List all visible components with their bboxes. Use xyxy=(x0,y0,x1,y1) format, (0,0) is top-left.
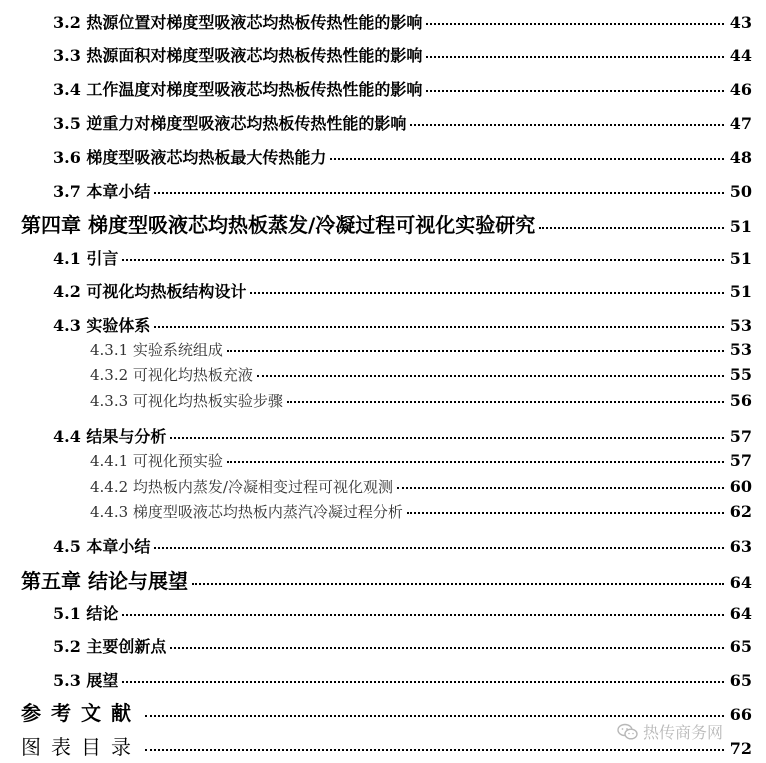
dot-leader xyxy=(330,158,723,160)
toc-entry-4-3[interactable] xyxy=(0,313,766,336)
dot-leader xyxy=(170,437,723,439)
dot-leader xyxy=(154,547,723,549)
watermark xyxy=(617,720,723,743)
toc-entry-page: 65 xyxy=(729,671,752,690)
toc-chapter-page: 64 xyxy=(729,573,752,592)
toc-entry-3-5[interactable] xyxy=(0,111,766,134)
toc-entry-page: 56 xyxy=(729,391,752,410)
toc-entry-4-5[interactable] xyxy=(0,534,766,557)
dot-leader xyxy=(145,715,724,717)
toc-entry-title: 5.1 结论 xyxy=(53,604,119,623)
toc-entry-title: 4.3.2 可视化均热板充液 xyxy=(90,366,253,384)
dot-leader xyxy=(426,56,723,58)
toc-entry-title: 4.2 可视化均热板结构设计 xyxy=(53,282,247,301)
toc-entry-4-4-3[interactable] xyxy=(0,501,766,522)
toc-entry-4-3-3[interactable] xyxy=(0,390,766,411)
dot-leader xyxy=(122,681,723,683)
toc-entry-title: 5.3 展望 xyxy=(53,671,119,690)
wechat-icon xyxy=(617,723,639,741)
toc-entry-title: 4.4 结果与分析 xyxy=(53,427,167,446)
toc-entry-page: 60 xyxy=(729,477,752,496)
toc-entry-5-2[interactable] xyxy=(0,634,766,657)
toc-entry-title: 4.4.2 均热板内蒸发/冷凝相变过程可视化观测 xyxy=(90,478,393,496)
toc-entry-title: 5.2 主要创新点 xyxy=(53,637,167,656)
toc-entry-5-1[interactable] xyxy=(0,601,766,624)
dot-leader xyxy=(122,259,723,261)
toc-entry-page: 48 xyxy=(729,148,752,167)
dot-leader xyxy=(154,326,723,328)
dot-leader xyxy=(426,23,723,25)
toc-entry-4-4-1[interactable] xyxy=(0,450,766,471)
toc-entry-page: 55 xyxy=(729,365,752,384)
toc-entry-title: 4.3.3 可视化均热板实验步骤 xyxy=(90,392,283,410)
toc-entry-3-7[interactable] xyxy=(0,179,766,202)
watermark-text: 热传商务网 xyxy=(643,723,724,742)
dot-leader xyxy=(192,583,724,585)
dot-leader xyxy=(426,90,723,92)
toc-entry-3-3[interactable] xyxy=(0,43,766,66)
toc-entry-page: 50 xyxy=(729,182,752,201)
toc-entry-title: 4.3.1 实验系统组成 xyxy=(90,341,223,359)
toc-chapter-title: 参考文献 xyxy=(21,701,141,725)
toc-entry-4-4-2[interactable] xyxy=(0,476,766,497)
dot-leader xyxy=(170,647,723,649)
toc-entry-page: 53 xyxy=(729,316,752,335)
toc-chapter-page: 72 xyxy=(729,739,752,758)
toc-entry-title: 3.2 热源位置对梯度型吸液芯均热板传热性能的影响 xyxy=(53,13,423,32)
toc-chapter-title: 第五章 结论与展望 xyxy=(21,569,188,593)
toc-entry-title: 4.5 本章小结 xyxy=(53,537,151,556)
toc-entry-page: 62 xyxy=(729,502,752,521)
toc-chapter-title: 图表目录 xyxy=(21,735,141,759)
toc-entry-title: 4.4.1 可视化预实验 xyxy=(90,452,223,470)
toc-entry-page: 51 xyxy=(729,249,752,268)
toc-entry-3-6[interactable] xyxy=(0,145,766,168)
toc-chapter-page: 66 xyxy=(729,705,752,724)
dot-leader xyxy=(257,375,724,377)
toc-entry-4-1[interactable] xyxy=(0,246,766,269)
dot-leader xyxy=(407,512,724,514)
dot-leader xyxy=(227,461,724,463)
toc-entry-4-3-2[interactable] xyxy=(0,364,766,385)
toc-entry-5-3[interactable] xyxy=(0,668,766,691)
toc-chapter-5[interactable] xyxy=(0,565,766,594)
toc-entry-page: 63 xyxy=(729,537,752,556)
toc-entry-4-2[interactable] xyxy=(0,279,766,302)
toc-entry-page: 57 xyxy=(729,451,752,470)
toc-entry-3-4[interactable] xyxy=(0,77,766,100)
toc-entry-page: 43 xyxy=(729,13,752,32)
dot-leader xyxy=(145,749,724,751)
toc-entry-4-3-1[interactable] xyxy=(0,339,766,360)
toc-entry-title: 3.3 热源面积对梯度型吸液芯均热板传热性能的影响 xyxy=(53,46,423,65)
dot-leader xyxy=(287,401,724,403)
toc-entry-page: 44 xyxy=(729,46,752,65)
toc-chapter-title: 第四章 梯度型吸液芯均热板蒸发/冷凝过程可视化实验研究 xyxy=(21,213,536,237)
dot-leader xyxy=(122,614,723,616)
toc-entry-title: 3.4 工作温度对梯度型吸液芯均热板传热性能的影响 xyxy=(53,80,423,99)
dot-leader xyxy=(410,124,723,126)
toc-entry-title: 3.7 本章小结 xyxy=(53,182,151,201)
dot-leader xyxy=(539,227,723,229)
dot-leader xyxy=(250,292,723,294)
toc-entry-page: 57 xyxy=(729,427,752,446)
toc-entry-title: 3.5 逆重力对梯度型吸液芯均热板传热性能的影响 xyxy=(53,114,407,133)
toc-entry-4-4[interactable] xyxy=(0,424,766,447)
toc-entry-page: 47 xyxy=(729,114,752,133)
toc-entry-3-2[interactable] xyxy=(0,10,766,33)
toc-entry-page: 46 xyxy=(729,80,752,99)
toc-entry-page: 64 xyxy=(729,604,752,623)
dot-leader xyxy=(154,192,723,194)
toc-entry-title: 4.4.3 梯度型吸液芯均热板内蒸汽冷凝过程分析 xyxy=(90,503,403,521)
toc-entry-page: 51 xyxy=(729,282,752,301)
dot-leader xyxy=(397,487,724,489)
toc-entry-title: 4.3 实验体系 xyxy=(53,316,151,335)
toc-entry-page: 65 xyxy=(729,637,752,656)
toc-entry-page: 53 xyxy=(729,340,752,359)
toc-entry-title: 3.6 梯度型吸液芯均热板最大传热能力 xyxy=(53,148,327,167)
toc-chapter-4[interactable] xyxy=(0,209,766,238)
dot-leader xyxy=(227,350,724,352)
toc-chapter-page: 51 xyxy=(729,217,752,236)
toc-entry-title: 4.1 引言 xyxy=(53,249,119,268)
